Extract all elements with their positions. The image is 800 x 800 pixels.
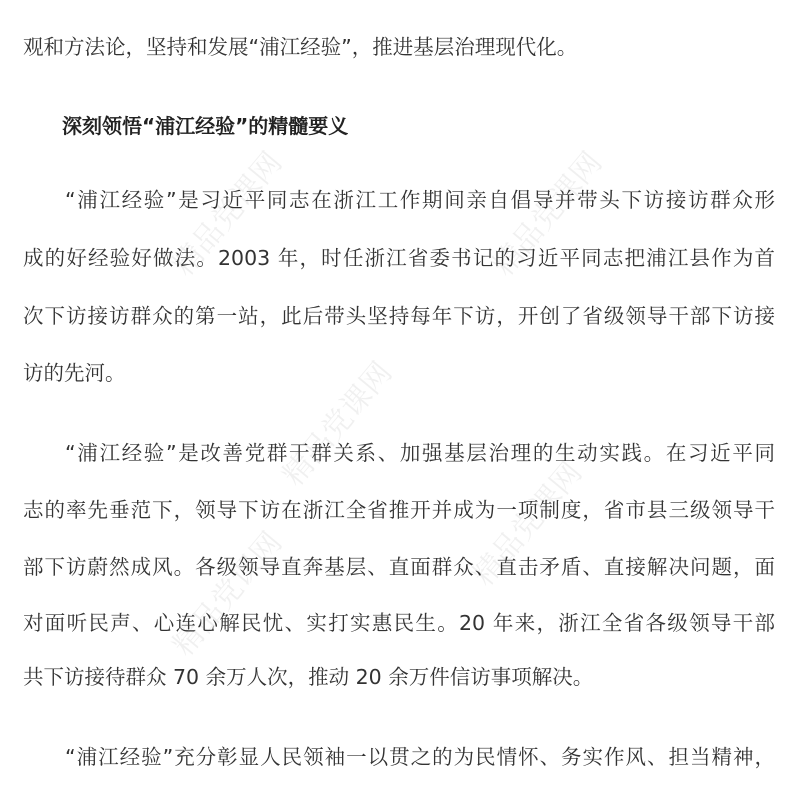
- intro-paragraph-tail: 观和方法论，坚持和发展“浦江经验”，推进基层治理现代化。: [23, 35, 578, 59]
- watermark: 精品党课网: [166, 525, 290, 663]
- paragraph-line: “浦江经验”是习近平同志在浙江工作期间亲自倡导并带头下访接访群众形: [65, 188, 775, 212]
- watermark: 精品党课网: [466, 455, 590, 593]
- paragraph-line: 成的好经验好做法。2003 年，时任浙江省委书记的习近平同志把浦江县作为首: [23, 246, 775, 270]
- paragraph-line: “浦江经验”充分彰显人民领袖一以贯之的为民情怀、务实作风、担当精神，: [65, 745, 775, 769]
- paragraph-line: 对面听民声、心连心解民忧、实打实惠民生。20 年来，浙江全省各级领导干部: [23, 611, 775, 635]
- paragraph-line: 共下访接待群众 70 余万人次，推动 20 余万件信访事项解决。: [23, 665, 594, 689]
- watermark: 精品党课网: [276, 355, 400, 493]
- section-heading: 深刻领悟“浦江经验”的精髓要义: [62, 114, 349, 138]
- paragraph-line: 次下访接访群众的第一站，此后带头坚持每年下访，开创了省级领导干部下访接: [23, 304, 775, 328]
- watermark: 精品党课网: [166, 145, 290, 283]
- paragraph-line: 志的率先垂范下，领导下访在浙江全省推开并成为一项制度，省市县三级领导干: [23, 498, 775, 522]
- paragraph-line: 部下访蔚然成风。各级领导直奔基层、直面群众、直击矛盾、直接解决问题，面: [23, 555, 775, 579]
- paragraph-line: “浦江经验”是改善党群干群关系、加强基层治理的生动实践。在习近平同: [65, 441, 775, 465]
- watermark: 精品党课网: [486, 145, 610, 283]
- paragraph-line: 访的先河。: [23, 361, 126, 385]
